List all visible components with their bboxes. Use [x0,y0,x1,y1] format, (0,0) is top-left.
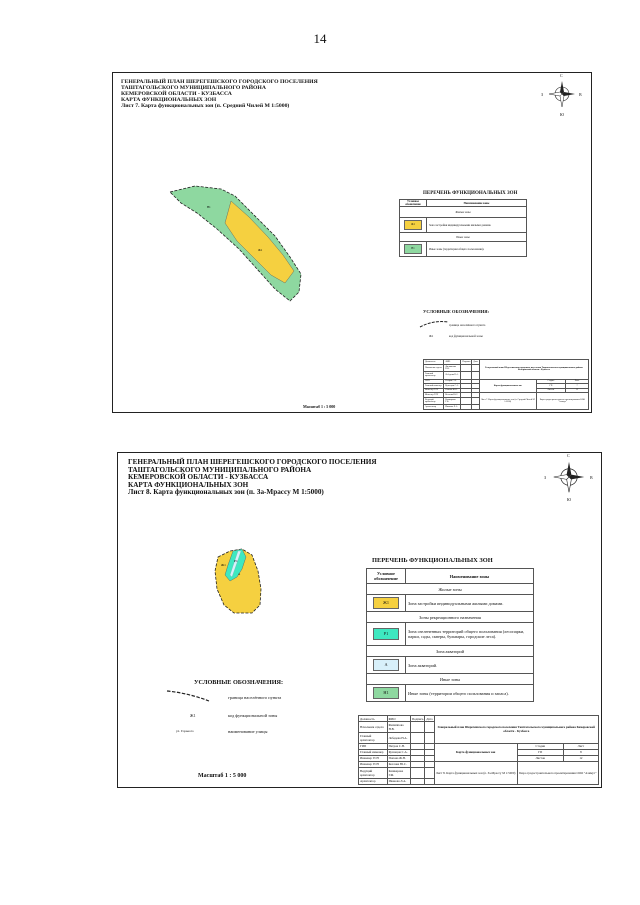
stamp-header: Должность [359,716,388,722]
compass-north: С [560,73,563,78]
legend-section: Жилые зоны [367,584,534,595]
title-line: ГЕНЕРАЛЬНЫЙ ПЛАН ШЕРЕГЕШСКОГО ГОРОДСКОГО ПОСЕЛЕНИЯ [128,458,377,466]
stamp-val: 8 [563,749,598,755]
legend-section: Иные зоны [400,233,527,242]
stamp-header: Дата [426,716,433,721]
zones-legend [366,568,534,702]
zone-label-yellow: Ж1 [221,563,226,567]
compass-south: Ю [560,112,565,117]
title-line: ТАШТАГОЛЬСКОГО МУНИЦИПАЛЬНОГО РАЙОНА [128,465,312,474]
stamp-person: Филиппова Н.В. [444,364,461,372]
stamp-col: Стадия [536,379,565,384]
stamp-header: Дата [473,360,478,363]
title-block [423,359,589,410]
swatch-r1: Р1 [373,628,399,640]
zone-label-teal: Р1 [234,559,238,563]
swatch-zh1: Ж1 [404,220,422,230]
zone-label-yellow: Ж1 [258,248,263,252]
title-line: ГЕНЕРАЛЬНЫЙ ПЛАН ШЕРЕГЕШСКОГО ГОРОДСКОГО ПОСЕЛЕНИЯ [121,79,318,85]
stamp-org: Бюро градостроительного проектирования ООО "Азимут" [536,393,588,410]
stamp-role: Инженер ГСН [424,393,444,398]
legend-swatch-cell [367,623,406,646]
stamp-person: Козлова Ю.С. [444,393,461,398]
legend-title: ПЕРЕЧЕНЬ ФУНКЦИОНАЛЬНЫХ ЗОН [423,191,518,196]
stamp-val: 12 [566,388,589,393]
stamp-col: Листов [517,755,563,761]
legend-swatch-cell [400,242,427,257]
title-line: КАРТА ФУНКЦИОНАЛЬНЫХ ЗОН [121,96,217,103]
stamp-person: Кашкарова Г.Ф. [387,768,410,779]
stamp-role: Архитектор [359,778,388,784]
conventions-title: УСЛОВНЫЕ ОБОЗНАЧЕНИЯ: [423,309,490,314]
stamp-col: Стадия [517,743,563,749]
swatch-n1: Н1 [373,687,399,699]
convention-text: наименование улицы [228,729,268,734]
title-line: ТАШТАГОЛЬСКОГО МУНИЦИПАЛЬНОГО РАЙОНА [121,84,266,91]
stamp-project: Генеральный план Шерегешского городского поселения Таштагольского муниципального района Кемеровской области - Кузбасса [434,716,598,744]
convention-symbol: ул. Горького [176,729,194,733]
stamp-sheet-name: Лист 8. Карта функциональных зон (п. За-Мрассу М 1:5000) [434,761,517,784]
convention-symbol: Ж1 [190,713,196,718]
stamp-person: Иванова Л.А. [444,405,461,410]
stamp-role: Ведущий архитектор [359,768,388,779]
legend-swatch-cell [367,657,406,674]
title-block [358,715,599,785]
title-line: КАРТА ФУНКЦИОНАЛЬНЫХ ЗОН [128,480,249,489]
stamp-drawing: Карта функциональных зон [479,379,536,393]
compass-west: З [541,92,544,97]
compass-north: С [567,453,570,458]
stamp-person: Попова Ж.Н. [444,388,461,393]
boundary-line-icon [419,320,449,328]
title-line: Лист 8. Карта функциональных зон (п. За-Мрассу М 1:5000) [128,488,324,497]
legend-section: Жилые зоны [400,207,527,218]
page-number: 14 [313,31,327,46]
legend-text: Зона застройки индивидуальными жилыми домами. [427,218,527,233]
stamp-role: Главный инженер [359,749,388,755]
stamp-val: ГП [536,384,565,389]
stamp-role: Начальник отдела [359,722,388,733]
conventions-title: УСЛОВНЫЕ ОБОЗНАЧЕНИЯ: [194,679,284,686]
stamp-person: Козлова Ю.С. [387,761,410,767]
stamp-header: Подпись [462,360,471,363]
legend-text: Зона застройки индивидуальными жилыми домами. [406,595,534,612]
stamp-role: Инженер ГСН [424,388,444,393]
zones-legend [399,199,527,257]
stamp-person: Попова Ж.Н. [387,755,410,761]
swatch-a: А [373,659,399,671]
stamp-org: Бюро градостроительного проектирования ООО "Азимут" [517,761,598,784]
legend-section: Зона акваторий [367,646,534,657]
stamp-role: Архитектор [424,405,444,410]
boundary-line-icon [166,689,210,703]
stamp-person: Филиппова Н.В. [387,722,410,733]
legend-text: Иные зоны (территории общего пользования и запаса). [406,685,534,702]
stamp-role: Главный архитектор [424,372,444,380]
stamp-person: Лебедева Н.А. [444,372,461,380]
convention-symbol: Ж1 [429,334,434,338]
legend-section: Иные зоны [367,674,534,685]
stamp-header: ФИО [444,360,461,365]
legend-swatch-cell [367,595,406,612]
stamp-col: Листов [536,388,565,393]
legend-header: Условное обозначение [400,200,427,207]
legend-swatch-cell [400,218,427,233]
stamp-val: ГП [517,749,563,755]
stamp-header: Подпись [412,716,424,721]
legend-swatch-cell [367,685,406,702]
convention-text: граница населённого пункта [228,695,282,700]
swatch-zh1: Ж1 [373,597,399,609]
map-scale: Масштаб 1 : 5 000 [198,773,247,779]
compass-west: З [544,475,547,480]
compass-east: В [590,475,593,480]
stamp-person: Петров С.Н. [387,743,410,749]
legend-text: Зона озелененных территорий общего пользования (лесопарки, парки, сады, скверы, бульвары, городские леса). [406,623,534,646]
stamp-role: Инженер ГСН [359,761,388,767]
stamp-col: Лист [566,379,589,384]
legend-section: Зоны рекреационного назначения [367,612,534,623]
map-scale: Масштаб 1 : 5 000 [303,404,336,409]
title-line: КЕМЕРОВСКОЙ ОБЛАСТИ - КУЗБАССА [128,473,269,482]
compass-east: В [579,92,582,97]
legend-header: Условное обозначение [367,569,406,584]
stamp-project: Генеральный план Шерегешского городского поселения Таштагольского муниципального района Кемеровской области - Кузбасса [479,360,588,380]
convention-text: код функциональной зоны [228,713,278,718]
legend-text: Зона акваторий. [406,657,534,674]
stamp-role: Главный архитектор [359,732,388,743]
legend-header: Наименование зоны [427,200,527,207]
title-line: КЕМЕРОВСКОЙ ОБЛАСТИ - КУЗБАССА [121,90,232,97]
stamp-drawing: Карта функциональных зон [434,743,517,761]
stamp-role: Инженер ГСН [359,755,388,761]
legend-text: Иные зоны (территории общего пользования). [427,242,527,257]
stamp-role: Ведущий архитектор [424,397,444,405]
stamp-sheet-name: Лист 7. Карта функциональных зон (п. Средний Чилей М 1:5000) [479,393,536,410]
stamp-header: Должность [424,360,444,365]
stamp-val: 12 [563,755,598,761]
stamp-role: Начальник отдела [424,364,444,372]
stamp-person: Кузнецов С.А. [387,749,410,755]
title-line: Лист 7. Карта функциональных зон (п. Средний Чилей М 1:5000) [121,102,290,109]
stamp-person: Петров С.Н. [444,379,461,384]
stamp-col: Лист [563,743,598,749]
stamp-person: Лебедева Н.А. [387,732,410,743]
stamp-header: ФИО [387,716,410,722]
stamp-role: ГИП [359,743,388,749]
stamp-person: Кашкарова Г.Ф. [444,397,461,405]
swatch-n1: Н1 [404,244,422,254]
zone-label-blue: А [238,572,241,576]
convention-text: код функциональной зоны [449,334,483,338]
map-sheet-7 [112,72,592,413]
stamp-val: 7 [566,384,589,389]
convention-text: граница населённого пункта [449,323,486,327]
legend-header: Наименование зоны [406,569,534,584]
stamp-person: Кузнецов С.А. [444,384,461,389]
stamp-role: ГИП [424,379,444,384]
legend-title: ПЕРЕЧЕНЬ ФУНКЦИОНАЛЬНЫХ ЗОН [372,557,493,564]
map-sheet-8 [117,452,602,788]
stamp-role: Главный инженер [424,384,444,389]
zone-label-green: Н1 [207,205,211,209]
compass-south: Ю [567,497,572,502]
stamp-person: Иванова Л.А. [387,778,410,784]
